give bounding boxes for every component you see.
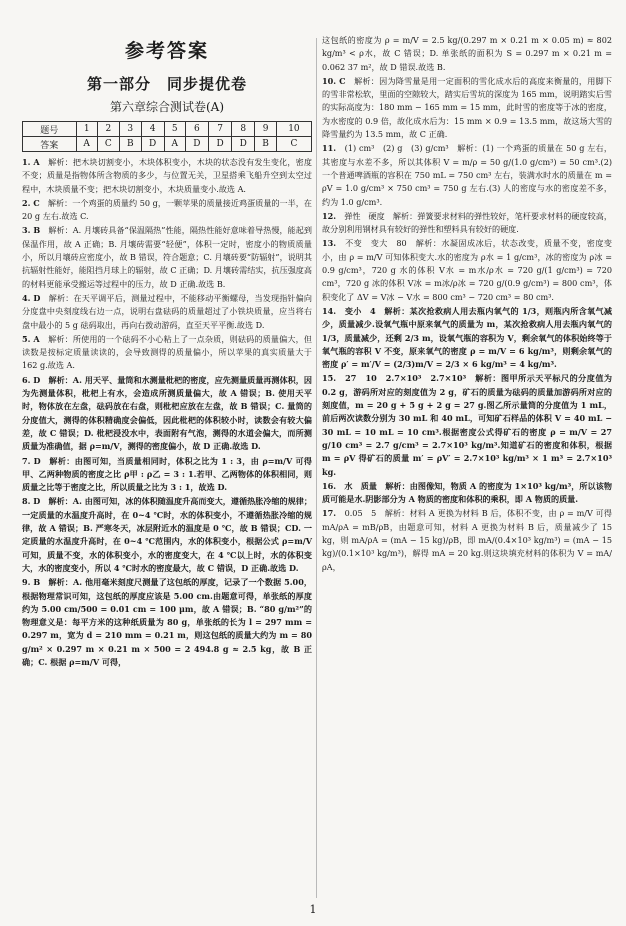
explanation-text: 0.05 5 解析：材料 A 更换为材料 B 后，体积不变，由 ρ = m/V 可得 mA/ρA = mB/ρB，由题意可知，材料 A 更换为材料 B 后，质量减少了 15 kg，则 mA/ρA = (mA − 15 kg)/ρB，即 mA/(0.4×10³ kg/m³) = (mA − 15 kg)/(0.1×10³ kg/m³)，解得 mA = 20 kg.则这块填充材料的体积为 V = mA/ρA， bbox=[322, 508, 612, 572]
answer-key-answer: A bbox=[164, 137, 185, 152]
column-divider bbox=[316, 38, 317, 898]
answer-explanation bbox=[322, 237, 612, 303]
answer-key-answer: D bbox=[141, 137, 164, 152]
explanation-text: 解析：A. 月壤砖具备“保温隔热”性能，隔热性能好意味着导热慢，能起到保温作用，故 A 正确；B. 月壤砖需要“轻便”，体积一定时，密度小的物质质量小，所以月壤砖应密度小，故 B 错误，符合题意；C. 月壤砖要“防辐射”，说明其抗辐射性能好，能阻挡月球上的辐射，故 C 正确；D. 月壤砖需结实，抗压强度高的材料更能承受搬运等过程中的压力，故 D 正确.故选 B. bbox=[22, 225, 312, 289]
answer-key-table bbox=[22, 121, 312, 152]
explanation-text: 这包纸的密度为 ρ = m/V = 2.5 kg/(0.297 m × 0.21 m × 0.05 m) ≈ 802 kg/m³ < ρ水，故 C 错误；D. 单张纸的面积为 S = 0.297 m × 0.21 m = 0.062 37 m²，故 D 错误.故选 B. bbox=[322, 35, 612, 72]
explanation-text: 解析：一个鸡蛋的质量约 50 g，一颗苹果的质量接近鸡蛋质量的一半，在 20 g 左右.故选 C. bbox=[22, 197, 312, 222]
answer-key-answer: D bbox=[185, 137, 208, 152]
answer-key-number-row bbox=[23, 122, 312, 137]
answer-key-answer: D bbox=[232, 137, 255, 152]
question-number: 1. A bbox=[22, 157, 49, 167]
answer-explanation bbox=[322, 142, 612, 208]
answer-explanation bbox=[322, 210, 612, 237]
left-column bbox=[22, 0, 312, 670]
answer-key-number: 9 bbox=[255, 122, 277, 137]
answer-explanation bbox=[322, 305, 612, 371]
explanation-text: 不变 变大 80 解析：水凝固成冰后，状态改变，质量不变，密度变小，由 ρ = m/V 可知体积变大.水的密度为 ρ水 = 1 g/cm³，冰的密度为 ρ冰 = 0.9 g/cm³，720 g 水的体积 V水 = m水/ρ水 = 720 g/(1 g/cm³) = 720 cm³，720 g 冰的体积 V冰 = m冰/ρ冰 = 720 g/(0.9 g/cm³) = 800 cm³，体积变化了 ΔV = V冰 − V水 = 800 cm³ − 720 cm³ = 80 cm³. bbox=[322, 238, 612, 302]
explanation-text: (1) cm³ (2) g (3) g/cm³ 解析：(1) 一个鸡蛋的质量在 50 g 左右，其密度与水差不多，所以其体积 V = m/ρ = 50 g/(1.0 g/cm³) = 50 cm³.(2) 一个普通啤酒瓶的容积在 750 mL = 750 cm³ 左右，装满水时水的质量在 m = ρV = 1.0 g/cm³ × 750 cm³ = 750 g 左右.(3) 人的密度与水的密度差不多，约为 1.0 g/cm³. bbox=[322, 143, 612, 207]
explanation-text: 27 10 2.7×10³ 2.7×10³ 解析：图甲所示天平标尺的分度值为 0.2 g，游码所对应的刻度值为 2 g，矿石的质量为砝码的质量加游码所对应的刻度值，m = 20 g + 5 g + 2 g = 27 g.图乙所示量筒的分度值为 1 mL，前后两次读数分别为 30 mL 和 40 mL，可知矿石样品的体积 V = 40 mL − 30 mL = 10 mL = 10 cm³.根据密度公式得矿石的密度 ρ = m/V = 27 g/10 cm³ = 2.7 g/cm³ = 2.7×10³ kg/m³.知道矿石的密度和体积，根据 m = ρV 得矿石的质量 m′ = ρV′ = 2.7×10³ kg/m³ × 1 m³ = 2.7×10³ kg. bbox=[322, 373, 612, 477]
answer-explanation bbox=[22, 156, 312, 196]
question-number: 17. bbox=[322, 508, 345, 519]
right-answer-list bbox=[322, 34, 612, 574]
answer-key-answer: C bbox=[276, 137, 311, 152]
question-number: 7. D bbox=[22, 455, 50, 466]
answer-key-number: 4 bbox=[141, 122, 164, 137]
test-subtitle: 第六章综合测试卷(A) bbox=[109, 100, 225, 114]
answer-explanation bbox=[322, 372, 612, 478]
explanation-text: 解析：在天平调平后，测量过程中，不能移动平衡螺母，当发现指针偏向分度盘中央刻度线右边一点，说明右盘砝码的质量超过了小铁块质量，应当将右盘中最小的 5 g 砝码取出，再向右拨动游码，直至天平平衡.故选 D. bbox=[22, 292, 312, 330]
answer-explanation bbox=[322, 75, 612, 141]
answer-explanation bbox=[22, 374, 312, 454]
answer-key-number: 3 bbox=[120, 122, 142, 137]
answer-key-number: 5 bbox=[164, 122, 185, 137]
explanation-text: 解析：A. 由图可知，冰的体积随温度升高而变大，遵循热胀冷缩的规律；一定质量的水温度升高时，在 0~4 ℃时，水的体积变小，不遵循热胀冷缩的规律，故 A 错误；B. 严寒冬天，冰层附近水的温度是 0 ℃，故 B 错误；CD. 一定质量的水温度升高时，在 0~4 ℃范围内，水的体积变小，根据公式 ρ=m/V 可知，质量不变，水的体积变小，水的密度变大，在 4 ℃以上时，水的体积变大，水的密度变小，所以 4 ℃时水的密度最大，故 C 错误，D 正确.故选 D. bbox=[22, 496, 312, 573]
page-title: 参考答案 bbox=[124, 40, 209, 62]
question-number: 9. B bbox=[22, 577, 49, 588]
question-number: 11. bbox=[322, 143, 345, 154]
question-number: 13. bbox=[322, 238, 346, 249]
question-number: 12. bbox=[322, 210, 345, 221]
answer-explanation bbox=[22, 576, 312, 669]
answer-explanation bbox=[22, 224, 312, 290]
page-number: 1 bbox=[309, 903, 317, 916]
answer-explanation bbox=[22, 292, 312, 332]
answer-key-answer: B bbox=[120, 137, 142, 152]
answer-key-answer: B bbox=[255, 137, 277, 152]
answer-key-number: 10 bbox=[276, 122, 311, 137]
explanation-text: 弹性 硬度 解析：弹簧要求材料的弹性较好，笔杆要求材料的硬度较高，故分别利用钢材具有较好的弹性和塑料具有较好的硬度. bbox=[322, 210, 612, 235]
question-number: 2. C bbox=[22, 197, 48, 208]
explanation-text: 变小 4 解析：某次抢救病人用去瓶内氧气的 1/3，则瓶内所含氧气减少，质量减少.设氧气瓶中原来氧气的质量为 m，某次抢救病人用去瓶内氧气的 1/3，质量减少，还剩 2/3 m，设氧气瓶的容积为 V，剩余氧气的体积始终等于氧气瓶的容积 V 不变，原来氧气的密度 ρ = m/V = 6 kg/m³，则剩余氧气的密度 ρ′ = m′/V = (2/3)m/V = 2/3 × 6 kg/m³ = 4 kg/m³. bbox=[322, 305, 612, 370]
answer-key-answer: D bbox=[208, 137, 231, 152]
answer-key-number: 1 bbox=[76, 122, 97, 137]
question-number: 5. A bbox=[22, 333, 49, 344]
answer-key-row-label: 答案 bbox=[23, 137, 77, 152]
explanation-text: 解析：因为降雪量是用一定面积的雪化成水后的高度来衡量的，用脚下的雪非常松软，里面的空隙较大，踏实后雪坑的深度为 165 mm，说明踏实后雪的实际高度为：180 mm − 165 mm = 15 mm，此时雪的密度等于冰的密度，为水密度的 0.9 倍，故化成水后为：15 mm × 0.9 = 13.5 mm，故这场大雪的降雪量约为 13.5 mm，故 C 正确. bbox=[322, 75, 612, 140]
answer-key-number: 8 bbox=[232, 122, 255, 137]
answer-explanation bbox=[22, 495, 312, 575]
answer-key-number: 6 bbox=[185, 122, 208, 137]
answer-explanation bbox=[322, 507, 612, 573]
explanation-text: 解析：由图可知，当质量相同时，体积之比为 1 : 3，由 ρ=m/V 可得甲、乙两种物质的密度之比 ρ甲 : ρ乙 = 3 : 1.若甲、乙两物体的体积相同，则质量之比等于密度之比，所以质量之比为 3 : 1，故选 D. bbox=[22, 455, 312, 493]
explanation-text: 解析：A. 他用毫米刻度尺测量了这包纸的厚度，记录了一个数据 5.00，根据物理常识可知，这包纸的厚度应该是 5.00 cm.由题意可得，单张纸的厚度约为 5.00 cm/500 = 0.01 cm = 100 μm，故 A 错误；B. “80 g/m²”的物理意义是：每平方米的这种纸质量为 80 g，单张纸的长为 l = 297 mm = 0.297 m，宽为 d = 210 mm = 0.21 m，则这包纸的质量大约为 m = 80 g/m² × 0.297 m × 0.21 m × 500 = 2 494.8 g ≈ 2.5 kg，故 B 正确；C. 根据 ρ=m/V 可得， bbox=[22, 577, 312, 667]
explanation-text: 解析：把木块切割变小，木块体积变小，木块的状态没有发生变化，密度不变；质量是指物体所含物质的多少，与位置无关，卫星搭乘飞船升空到太空过程中，木块质量不变；把木块切割变小，木块质量变小.故选 A. bbox=[22, 157, 312, 194]
part-heading: 第一部分 同步提优卷 bbox=[86, 75, 247, 93]
answer-explanation bbox=[22, 333, 312, 373]
answer-key-answer-row bbox=[23, 137, 312, 152]
answer-key-answer: A bbox=[76, 137, 97, 152]
question-number: 10. C bbox=[322, 75, 355, 86]
answer-key-answer: C bbox=[97, 137, 119, 152]
answer-key-number: 2 bbox=[97, 122, 119, 137]
question-number: 14. bbox=[322, 305, 345, 316]
question-number: 16. bbox=[322, 480, 345, 491]
answer-explanation bbox=[322, 480, 612, 507]
answer-key-row-label: 题号 bbox=[23, 122, 77, 137]
question-number: 15. bbox=[322, 373, 346, 384]
explanation-text: 水 质量 解析：由图像知，物质 A 的密度为 1×10³ kg/m³，所以该物质可能是水.阴影部分为 A 物质的密度和体积的乘积，即 A 物质的质量. bbox=[322, 480, 612, 505]
question-number: 3. B bbox=[22, 225, 49, 236]
right-column bbox=[322, 0, 612, 575]
answer-key-number: 7 bbox=[208, 122, 231, 137]
answer-explanation bbox=[22, 197, 312, 224]
question-number: 6. D bbox=[22, 374, 49, 385]
question-number: 4. D bbox=[22, 292, 49, 303]
answer-explanation bbox=[322, 34, 612, 74]
question-number: 8. D bbox=[22, 496, 49, 507]
explanation-text: 解析：所使用的一个砝码不小心粘上了一点杂质，则砝码的质量偏大，但读数是按标定质量读读的，会导致测得的质量偏小，所以苹果的真实质量大于 162 g.故选 A. bbox=[22, 333, 312, 371]
explanation-text: 解析：A. 用天平、量筒和水测量枇杷的密度，应先测量质量再测体积，因为先测量体积，枇杷上有水，会造成所测质量偏大，故 A 错误；B. 使用天平时，物体放在左盘，砝码放在右盘，则枇杷应放在左盘，故 B 错误；C. 量筒的分度值大，测得的体积精确度会偏低，因此枇杷的体积较小时，读数会有较大偏差，故 C 错误；D. 枇杷浸没水中，表面附有气泡，测得的水道会偏大，而所测质量为准确值，据 ρ=m/V，测得的密度偏小，故 D 正确.故选 D. bbox=[22, 374, 312, 452]
left-answer-list bbox=[22, 156, 312, 669]
answer-explanation bbox=[22, 455, 312, 495]
